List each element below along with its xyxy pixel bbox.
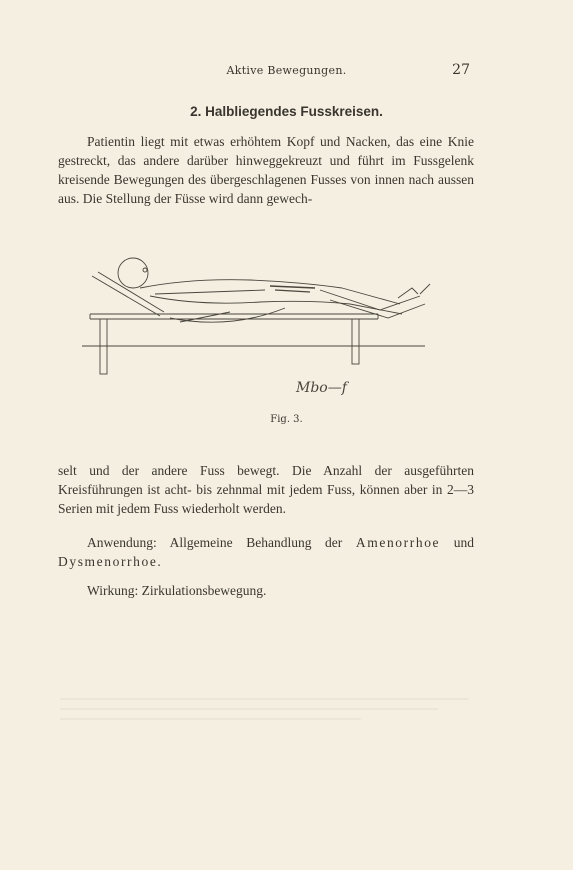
- exercise-illustration: [80, 248, 440, 408]
- term-amenorrhoe: Amenorrhoe: [355, 535, 441, 550]
- paragraph-continuation: selt und der andere Fuss bewegt. Die Anzahl der ausgeführten Kreisführungen ist acht- bis zehnmal mit jedem Fuss, können aber in 2—3 Serien mit jedem Fuss wiederholt werden.: [58, 463, 474, 516]
- figure-signature: Mbo—f: [296, 380, 347, 396]
- effect-label: Wirkung:: [87, 583, 139, 598]
- running-head: Aktive Bewegungen.: [226, 64, 347, 77]
- paragraph-application: [58, 533, 474, 571]
- paragraph-effect: [58, 581, 474, 600]
- effect-text: Zirkulationsbewegung.: [141, 583, 267, 598]
- figure-caption: Fig. 3.: [270, 414, 303, 425]
- application-text: Allgemeine Behandlung der: [169, 535, 343, 550]
- paragraph-description: Patientin liegt mit etwas erhöhtem Kopf und Nacken, das eine Knie gestreckt, das andere darüber hinweggekreuzt und führt im Fussgelenk kreisende Bewegungen des übergeschlagenen Fusses von innen nach aussen aus. Die Stellung der Füsse wird dann gewech-: [58, 134, 474, 206]
- application-label: Anwendung:: [87, 535, 157, 550]
- section-title: 2. Halbliegendes Fusskreisen.: [190, 104, 383, 119]
- application-and: und: [453, 535, 474, 550]
- show-through-bleed: [60, 690, 490, 750]
- page-number: 27: [452, 62, 470, 78]
- term-dysmenorrhoe: Dysmenorrhoe.: [58, 554, 163, 569]
